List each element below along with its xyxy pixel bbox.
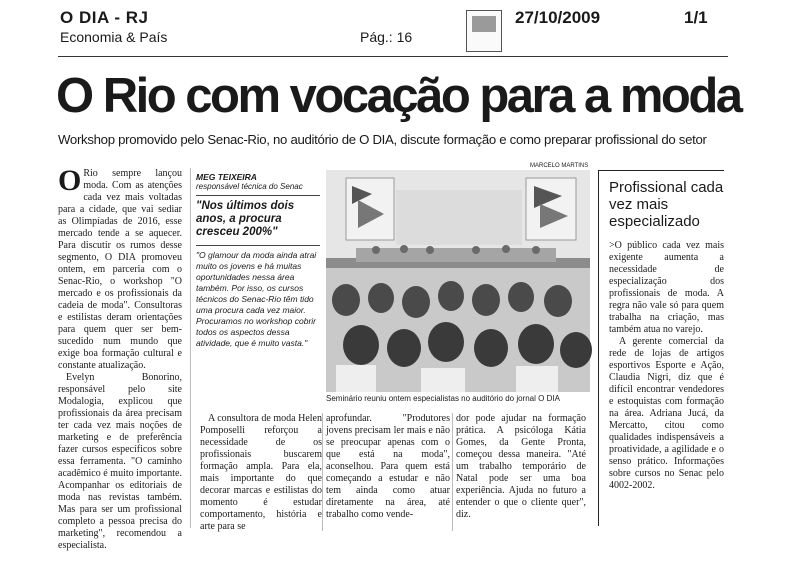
article-subhead: Workshop promovido pelo Senac-Rio, no auditório de O DIA, discute formação e como preparar profissional do setor xyxy=(58,132,707,147)
article-paragraph: dor pode ajudar na formação prática. A psicóloga Kátia Gomes, da Gente Pronta, começou dessa maneira. "Até um trabalho temporário de Natal pode ser uma boa experiência. Ajuda no futuro a entender o que o cliente quer", diz. xyxy=(456,413,586,520)
quote-divider xyxy=(196,245,320,246)
page-thumbnail-icon[interactable] xyxy=(466,10,502,52)
drop-cap: O xyxy=(58,164,82,197)
sidebar-body xyxy=(609,240,724,550)
article-column-3 xyxy=(326,413,450,533)
sidebar-paragraph: A gerente comercial da rede de lojas de artigos esportivos Esporte e Ação, Claudia Nigri, diz que é difícil encontrar vendedores e estoquistas com formação na área. Adriana Jucá, da Mercatto, citou como qualidades indispensáveis a proatividade, a agilidade e o senso prático. Informações sobre cursos no Senac pelo 4002-2002. xyxy=(609,336,724,491)
pull-quote: "Nos últimos dois anos, a procura cresceu 200%" xyxy=(196,200,295,238)
seminar-audience-photo xyxy=(326,170,590,392)
publication-date: 27/10/2009 xyxy=(515,8,601,27)
sidebar-paragraph: >O público cada vez mais exigente aumenta a necessidade de especialização dos profissionais de moda. A regra não vale só para quem trabalha na criação, mas também atua no varejo. xyxy=(609,240,724,335)
article-paragraph: aprofundar. "Produtores jovens precisam ler mais e não se preocupar apenas com o que está na moda", aconselhou. Para quem está começando a estudar e não tem ainda como atuar diretamente na área, até trabalho como vende- xyxy=(326,413,450,520)
thumbnail-bar xyxy=(472,16,496,32)
quote-author: MEG TEIXEIRA xyxy=(196,172,257,182)
photo-credit: MARCELO MARTINS xyxy=(530,163,589,169)
quote-box xyxy=(196,172,320,408)
photo-caption: Seminário reuniu ontem especialistas no auditório do jornal O DIA xyxy=(326,394,560,403)
column-divider xyxy=(190,168,191,528)
article-column-1 xyxy=(58,164,182,551)
quote-text: "O glamour da moda ainda atrai muito os jovens e há muitas oportunidades nessa área também. Por isso, os cursos técnicos do Senac-Rio têm tido uma procura cada vez maior. Procuramos no workshop cobrir todos os aspectos dessa atividade, que é muito vasta." xyxy=(196,250,317,348)
article-column-4 xyxy=(456,413,586,533)
sidebar-title: Profissional cada vez mais especializado xyxy=(609,179,724,230)
article-column-2 xyxy=(200,413,322,533)
quote-divider xyxy=(196,195,320,196)
article-paragraph: Evelyn Bonorino, responsável pelo site Modalogia, explicou que profissionais da área precisam ter cada vez mais noções de marketing e de preferência fazer cursos específicos sobre essa ferramenta. "O caminho acadêmico é muito importante. Acompanhar os editoriais de moda nas revistas também. Mas para ser um profissional completo a pessoa precisa do marketing", recomendou a especialista. xyxy=(58,372,182,551)
quote-author-role: responsável técnica do Senac xyxy=(196,182,303,191)
seminar-photo xyxy=(326,170,590,392)
article-paragraph: A consultora de moda Helen Pomposelli reforçou a necessidade de os profissionais buscarem formação ampla. Para ela, mais importante do que decorar marcas e estilistas do momento é estudar comportamento, história e arte para se xyxy=(200,413,322,532)
article-headline: O Rio com vocação para a moda xyxy=(56,69,741,123)
section-name: Economia & País xyxy=(60,29,168,45)
column-divider xyxy=(322,413,323,531)
header-divider xyxy=(58,56,728,57)
article-paragraph: Rio sempre lançou moda. Com as atenções cada vez mais voltadas para a cidade, que vai sediar as Olimpíadas de 2016, esse mercado tende a se aquecer. Para discutir os rumos desse segmento, O DIA promoveu ontem, em parceria com o Senac-Rio, o workshop "O mercado e os profissionais da cadeia de moda". Consultoras e estilistas deram orientações para quem quer ser bem-sucedido num mundo que exige boa formação cultural e constante atualização. xyxy=(58,168,182,371)
page-count: 1/1 xyxy=(684,8,708,27)
publication-name: O DIA - RJ xyxy=(60,8,149,27)
sidebar-box xyxy=(598,170,724,526)
column-divider xyxy=(452,413,453,531)
page-label: Pág.: 16 xyxy=(360,29,413,45)
